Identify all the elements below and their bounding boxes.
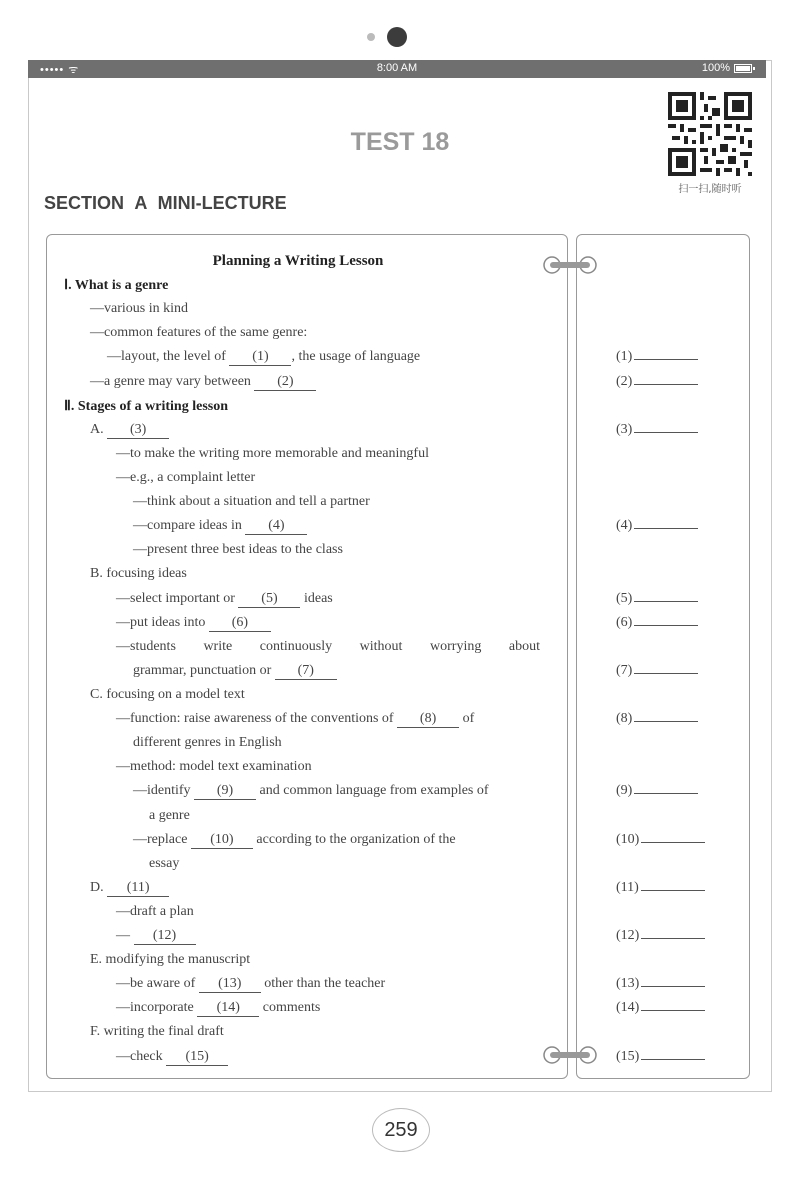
answer-slot-1[interactable]: (1) [616, 349, 698, 365]
blank-7[interactable]: (7) [275, 663, 337, 680]
note-line: —be aware of (13) other than the teacher [116, 976, 386, 991]
answer-slot-9[interactable]: (9) [616, 783, 698, 799]
part1-heading: Ⅰ. What is a genre [64, 278, 169, 293]
status-time: 8:00 AM [376, 62, 418, 74]
note-line: grammar, punctuation or (7) [133, 663, 337, 680]
note-line: —present three best ideas to the class [133, 542, 343, 557]
note-line: —students write continuously without worrying about [116, 639, 540, 654]
note-line: —identify (9) and common language from examples of [133, 783, 489, 798]
blank-3[interactable]: (3) [107, 422, 169, 439]
battery-level: 100% [701, 62, 730, 74]
blank-4[interactable]: (4) [245, 518, 307, 535]
blank-2[interactable]: (2) [254, 374, 316, 391]
note-line: different genres in English [133, 735, 282, 750]
page-number: 259 [384, 1119, 418, 1141]
note-line: —layout, the level of (1) , the usage of language [107, 349, 421, 364]
answer-slot-5[interactable]: (5) [616, 591, 698, 607]
answer-slot-11[interactable]: (11) [616, 880, 705, 896]
answer-slot-2[interactable]: (2) [616, 374, 698, 390]
note-line: —function: raise awareness of the conventions of (8) of [116, 711, 475, 726]
note-line: —a genre may vary between (2) [90, 374, 316, 391]
stage-f-heading: F. writing the final draft [90, 1024, 224, 1039]
note-line: — (12) [116, 928, 196, 945]
note-line: —check (15) [116, 1049, 228, 1066]
page-number-badge [372, 1108, 430, 1152]
note-line: —draft a plan [116, 904, 194, 919]
note-line: essay [149, 856, 180, 871]
blank-1[interactable]: (1) [229, 349, 291, 366]
note-line: D. (11) [90, 880, 169, 897]
blank-10[interactable]: (10) [191, 832, 253, 849]
answer-slot-12[interactable]: (12) [616, 928, 705, 944]
signal-indicator: ••••• ᯤ [40, 64, 80, 76]
blank-8[interactable]: (8) [397, 711, 459, 728]
blank-9[interactable]: (9) [194, 783, 256, 800]
blank-12[interactable]: (12) [134, 928, 196, 945]
blank-14[interactable]: (14) [197, 1000, 259, 1017]
part2-heading: Ⅱ. Stages of a writing lesson [64, 399, 229, 414]
stage-c-heading: C. focusing on a model text [90, 687, 245, 702]
answer-slot-14[interactable]: (14) [616, 1000, 705, 1016]
blank-11[interactable]: (11) [107, 880, 169, 897]
answer-slot-3[interactable]: (3) [616, 422, 698, 438]
note-line: a genre [149, 808, 190, 823]
note-line: —compare ideas in (4) [133, 518, 307, 535]
answer-slot-13[interactable]: (13) [616, 976, 705, 992]
stage-e-heading: E. modifying the manuscript [90, 952, 251, 967]
answer-slot-10[interactable]: (10) [616, 832, 705, 848]
answer-slot-15[interactable]: (15) [616, 1049, 705, 1065]
blank-5[interactable]: (5) [238, 591, 300, 608]
answer-slot-7[interactable]: (7) [616, 663, 698, 679]
test-title: TEST 18 [350, 128, 450, 156]
note-line: —common features of the same genre: [90, 325, 308, 340]
note-line: A. (3) [90, 422, 169, 439]
blank-13[interactable]: (13) [199, 976, 261, 993]
qr-caption: 扫一扫,随时听 [678, 184, 742, 195]
answer-slot-8[interactable]: (8) [616, 711, 698, 727]
note-line: —replace (10) according to the organization of the [133, 832, 456, 847]
note-line: —incorporate (14) comments [116, 1000, 321, 1015]
note-line: —put ideas into (6) [116, 615, 271, 632]
note-line: —think about a situation and tell a partner [133, 494, 370, 509]
section-title: SECTION A MINI-LECTURE [44, 193, 287, 213]
blank-6[interactable]: (6) [209, 615, 271, 632]
note-line: —various in kind [90, 301, 188, 316]
note-line: —method: model text examination [116, 759, 312, 774]
note-line: —select important or (5) ideas [116, 591, 333, 606]
note-line: —e.g., a complaint letter [116, 470, 256, 485]
lecture-title: Planning a Writing Lesson [212, 253, 384, 269]
answer-slot-6[interactable]: (6) [616, 615, 698, 631]
note-line: —to make the writing more memorable and meaningful [116, 446, 429, 461]
stage-b-heading: B. focusing ideas [90, 566, 187, 581]
answer-slot-4[interactable]: (4) [616, 518, 698, 534]
blank-15[interactable]: (15) [166, 1049, 228, 1066]
